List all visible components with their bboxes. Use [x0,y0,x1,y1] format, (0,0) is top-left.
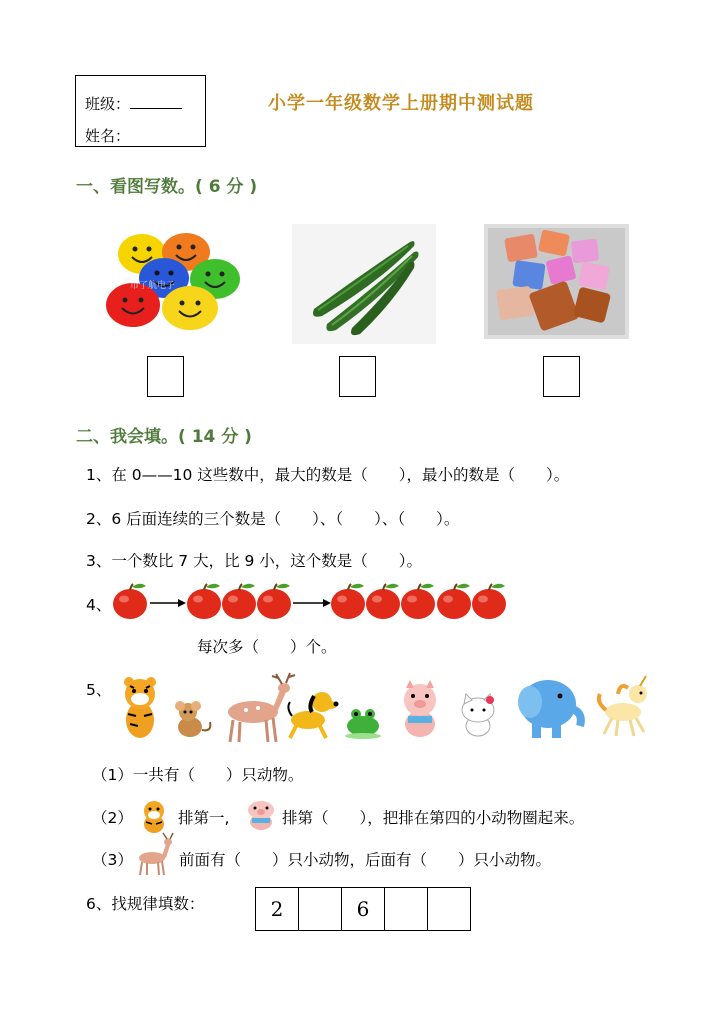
question-5-2-suffix: 排第（ ），把排在第四的小动物圈起来。 [282,809,585,827]
question-6-label: 6、找规律填数： [86,895,205,913]
tiles-photo [484,224,629,339]
section1-heading: 一、看图写数。( 6 分 ) [76,177,258,197]
tiger-small-icon [136,798,172,834]
question-5-1: （1）一共有（ ）只动物。 [92,766,304,784]
sequence-cell-3: 6 [342,888,385,931]
apple-icon [472,584,506,619]
question-1: 1、在 0——10 这些数中，最大的数是（ ），最小的数是（ ）。 [86,466,570,484]
question-5-2-mid: 排第一, [178,809,230,827]
cat-icon [462,694,494,736]
deer-small-icon [134,832,176,876]
apple-icon [331,584,365,619]
question-5-2-prefix: （2） [92,809,133,827]
apple-icon [401,584,435,619]
apple-icon [222,584,256,619]
apple-icon [113,584,147,619]
name-label: 姓名： [85,127,131,145]
sequence-cell-5[interactable] [428,888,471,931]
answer-box-3[interactable] [543,356,580,397]
dog-icon [288,692,338,738]
apple-sequence [112,580,512,622]
tiger-icon [124,677,156,738]
apple-icon [257,584,291,619]
animal-row [118,672,658,747]
section2-heading: 二、我会填。( 14 分 ) [76,427,252,447]
sequence-cell-2[interactable] [299,888,342,931]
apple-icon [187,584,221,619]
photo-watermark: 市了航电子 [130,281,176,291]
question-5-3-prefix: （3） [92,851,133,869]
smiley-ball-yellow2-icon [162,286,218,330]
cucumbers-photo [292,224,436,344]
page-title: 小学一年级数学上册期中测试题 [268,93,534,114]
sequence-cell-4[interactable] [385,888,428,931]
deer-icon [228,673,295,742]
question-5-3-suffix: 前面有（ ）只小动物，后面有（ ）只小动物。 [179,851,552,869]
apple-icon [366,584,400,619]
smiley-balls-photo [104,226,244,336]
question-4-text: 每次多（ ）个。 [197,638,337,656]
class-label: 班级： [85,95,131,113]
pattern-sequence-table [255,887,471,931]
question-2: 2、6 后面连续的三个数是（ ）、（ ）、（ ）。 [86,510,460,528]
frog-icon [345,709,381,739]
student-info-box [75,75,206,147]
pony-icon [599,676,647,736]
question-5-label: 5、 [86,681,112,699]
answer-box-2[interactable] [339,356,376,397]
mouse-icon [175,701,210,737]
question-4-label: 4、 [86,596,112,614]
answer-box-1[interactable] [147,356,184,397]
question-3: 3、一个数比 7 大，比 9 小，这个数是（ ）。 [86,552,423,570]
apple-icon [437,584,471,619]
pig-small-icon [242,798,280,832]
pig-icon [404,680,436,737]
class-blank[interactable] [130,94,182,109]
sequence-cell-1: 2 [256,888,299,931]
elephant-icon [518,680,581,738]
